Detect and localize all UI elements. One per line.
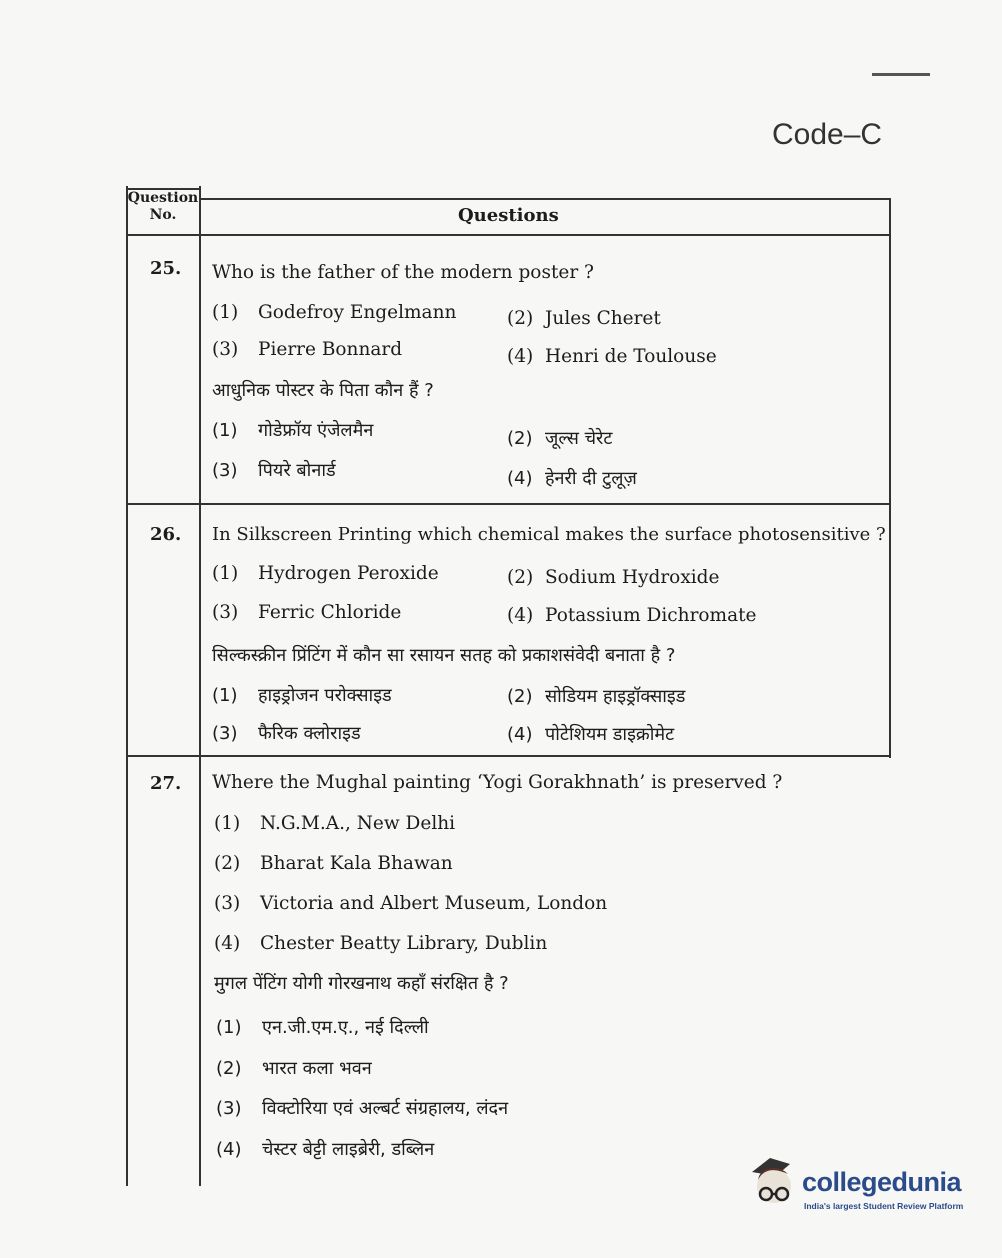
- option-1: (1) Godefroy Engelmann: [212, 302, 457, 323]
- option-1-hi: (1) एन.जी.एम.ए., नई दिल्ली: [216, 1017, 429, 1038]
- option-1: (1) N.G.M.A., New Delhi: [214, 813, 456, 834]
- option-2-hi: (2) जूल्स चेरेट: [507, 428, 613, 449]
- option-2: (2) Jules Cheret: [507, 308, 661, 329]
- option-4-hi: (4) पोटेशियम डाइक्रोमेट: [507, 724, 675, 745]
- question-text-hi: मुगल पेंटिंग योगी गोरखनाथ कहाँ संरक्षित है ?: [214, 973, 509, 994]
- header-questions: Questions: [458, 205, 559, 226]
- watermark-name: collegedunia: [802, 1167, 962, 1197]
- option-3-hi: (3) विक्टोरिया एवं अल्बर्ट संग्रहालय, लंदन: [216, 1098, 509, 1119]
- option-4-hi: (4) हेनरी दी टुलूज़: [507, 468, 637, 489]
- option-1: (1) Hydrogen Peroxide: [212, 563, 439, 584]
- paper-code: Code–C: [772, 118, 883, 151]
- question-text-en: Who is the father of the modern poster ?: [212, 262, 594, 283]
- option-3: (3) Ferric Chloride: [212, 602, 402, 623]
- option-2: (2) Sodium Hydroxide: [507, 567, 720, 588]
- option-3: (3) Pierre Bonnard: [212, 339, 403, 360]
- question-number: 27.: [150, 773, 182, 794]
- option-4: (4) Potassium Dichromate: [507, 605, 757, 626]
- question-text-hi: सिल्कस्क्रीन प्रिंटिंग में कौन सा रसायन सतह को प्रकाशसंवेदी बनाता है ?: [212, 645, 676, 666]
- option-1-hi: (1) गोडेफ्रॉय एंजेलमैन: [212, 420, 374, 441]
- option-2: (2) Bharat Kala Bhawan: [214, 853, 453, 874]
- option-3: (3) Victoria and Albert Museum, London: [214, 893, 608, 914]
- option-4-hi: (4) चेस्टर बेट्टी लाइब्रेरी, डब्लिन: [216, 1139, 435, 1160]
- top-rule: [872, 73, 930, 76]
- question-number: 26.: [150, 524, 182, 545]
- option-4: (4) Henri de Toulouse: [507, 346, 717, 367]
- question-number: 25.: [150, 258, 182, 279]
- option-1-hi: (1) हाइड्रोजन परोक्साइड: [212, 685, 392, 706]
- option-3-hi: (3) पियरे बोनार्ड: [212, 460, 336, 481]
- question-text-en: Where the Mughal painting ‘Yogi Gorakhnath’ is preserved ?: [212, 772, 783, 793]
- watermark-tagline: India's largest Student Review Platform: [804, 1201, 964, 1211]
- option-3-hi: (3) फैरिक क्लोराइड: [212, 723, 361, 744]
- option-4: (4) Chester Beatty Library, Dublin: [214, 933, 548, 954]
- option-2-hi: (2) भारत कला भवन: [216, 1058, 372, 1079]
- header-question-no: Question No.: [127, 190, 199, 223]
- question-text-en: In Silkscreen Printing which chemical makes the surface photosensitive ?: [212, 524, 886, 545]
- option-2-hi: (2) सोडियम हाइड्रॉक्साइड: [507, 686, 686, 707]
- question-text-hi: आधुनिक पोस्टर के पिता कौन हैं ?: [212, 380, 434, 401]
